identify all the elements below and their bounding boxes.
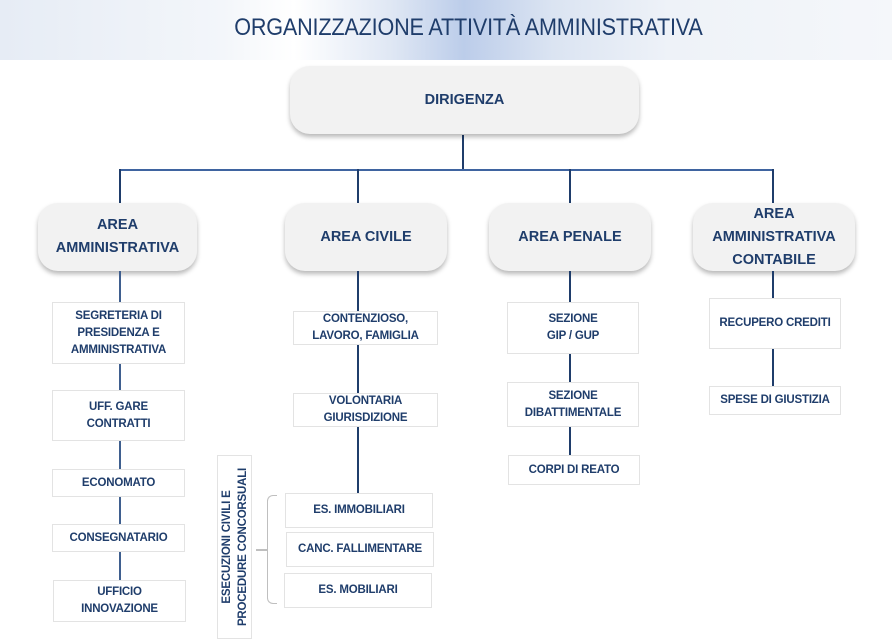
unit-label: CONTENZIOSO, LAVORO, FAMIGLIA bbox=[312, 313, 419, 342]
connector bbox=[772, 349, 774, 387]
connector bbox=[119, 271, 121, 303]
unit-corpi-di-reato bbox=[508, 455, 640, 485]
node-area-penale bbox=[489, 203, 651, 271]
unit-label: ECONOMATO bbox=[81, 476, 156, 489]
unit-es-immobiliari bbox=[285, 493, 433, 528]
connector bbox=[119, 364, 121, 391]
connector bbox=[569, 354, 571, 383]
connector bbox=[357, 427, 359, 493]
node-area-amministrativa bbox=[38, 203, 197, 271]
connector bbox=[772, 271, 774, 299]
connector-horizontal bbox=[119, 169, 774, 171]
connector-area-2 bbox=[357, 169, 359, 204]
unit-spese-di-giustizia bbox=[709, 386, 841, 415]
group-label-text: ESECUZIONI CIVILI E PROCEDURE CONCORSUALI bbox=[220, 467, 249, 627]
node-area-civile bbox=[285, 203, 447, 271]
connector bbox=[119, 497, 121, 525]
area-label: AREA AMMINISTRATIVA CONTABILE bbox=[712, 205, 836, 268]
bracket bbox=[267, 495, 277, 604]
unit-label: ES. MOBILIARI bbox=[318, 584, 398, 596]
unit-segreteria bbox=[52, 302, 185, 364]
unit-canc-fallimentare bbox=[286, 532, 434, 567]
connector bbox=[119, 552, 121, 580]
unit-label: CANC. FALLIMENTARE bbox=[298, 543, 422, 555]
area-label: AREA AMMINISTRATIVA bbox=[55, 217, 180, 256]
group-esecuzioni bbox=[217, 455, 252, 639]
unit-label: VOLONTARIA GIURISDIZIONE bbox=[323, 395, 408, 424]
unit-label: CONSEGNATARIO bbox=[69, 531, 168, 544]
connector-area-1 bbox=[119, 169, 121, 204]
unit-es-mobiliari bbox=[284, 573, 432, 608]
connector-root-down bbox=[462, 135, 464, 170]
area-label: AREA CIVILE bbox=[320, 228, 412, 245]
unit-label: ES. IMMOBILIARI bbox=[313, 504, 405, 516]
connector-area-3 bbox=[569, 169, 571, 204]
connector bbox=[357, 345, 359, 393]
connector bbox=[569, 271, 571, 303]
unit-contenzioso bbox=[293, 311, 438, 345]
connector bbox=[119, 441, 121, 470]
connector bbox=[569, 427, 571, 456]
node-dirigenza-label: DIRIGENZA bbox=[424, 91, 505, 108]
connector bbox=[357, 271, 359, 312]
unit-label: RECUPERO CREDITI bbox=[719, 317, 831, 329]
unit-label: UFFICIO INNOVAZIONE bbox=[81, 586, 158, 615]
unit-volontaria-giurisdizione bbox=[293, 393, 438, 427]
unit-ufficio-innovazione bbox=[53, 580, 186, 622]
node-dirigenza bbox=[290, 66, 639, 134]
unit-label: CORPI DI REATO bbox=[528, 463, 620, 476]
page-title: ORGANIZZAZIONE ATTIVITÀ AMMINISTRATIVA bbox=[234, 14, 703, 41]
unit-label: SPESE DI GIUSTIZIA bbox=[720, 394, 830, 406]
unit-sezione-dibattimentale bbox=[507, 382, 639, 427]
unit-label: SEGRETERIA DI PRESIDENZA E AMMINISTRATIVA bbox=[70, 309, 167, 356]
unit-label: SEZIONE GIP / GUP bbox=[546, 313, 600, 342]
unit-gare-contratti bbox=[52, 390, 185, 441]
connector-area-4 bbox=[772, 169, 774, 204]
unit-economato bbox=[52, 469, 185, 497]
unit-recupero-crediti bbox=[709, 298, 841, 349]
unit-label: UFF. GARE CONTRATTI bbox=[86, 400, 151, 430]
unit-consegnatario bbox=[52, 524, 185, 552]
unit-sezione-gip-gup bbox=[507, 302, 639, 354]
area-label: AREA PENALE bbox=[518, 228, 622, 245]
unit-label: SEZIONE DIBATTIMENTALE bbox=[524, 389, 622, 419]
node-area-amministrativa-contabile bbox=[693, 203, 855, 271]
group-esecuzioni-label bbox=[219, 462, 251, 632]
